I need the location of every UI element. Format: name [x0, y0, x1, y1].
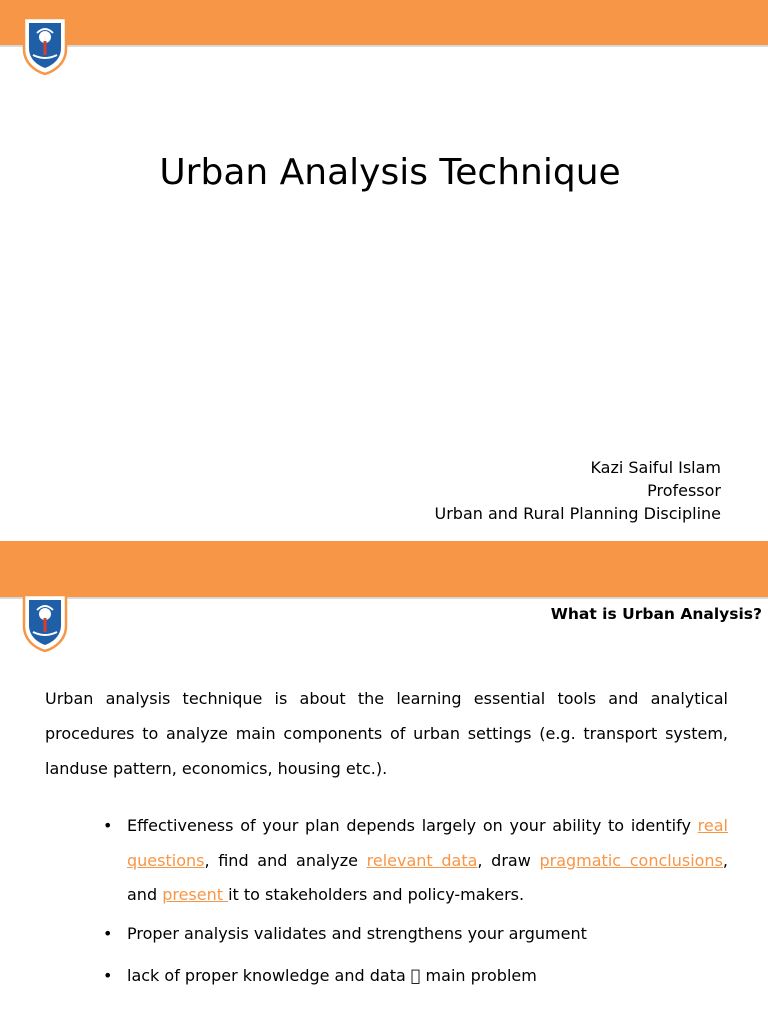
bullet-text: it to stakeholders and policy-makers.	[228, 885, 525, 904]
list-item	[45, 962, 728, 990]
bullet-text: , draw	[477, 850, 540, 870]
bullet-symbol: •	[103, 965, 113, 985]
author-department: Urban and Rural Planning Discipline	[434, 504, 721, 523]
bullet-text: Effectiveness of your plan depends largely on your ability to identify	[127, 816, 698, 835]
slide-heading: What is Urban Analysis?	[550, 605, 762, 623]
header-divider	[0, 597, 768, 599]
list-item	[45, 920, 728, 948]
bullet-symbol: •	[103, 923, 113, 943]
bullet-symbol: •	[103, 816, 113, 835]
highlight-real-questions: real questions	[127, 816, 728, 870]
highlight-relevant-data: relevant data	[366, 850, 478, 870]
list-item	[45, 809, 728, 913]
bullet-text: Proper analysis validates and strengthens your argument	[127, 923, 587, 943]
author-position: Professor	[647, 481, 721, 500]
intro-paragraph: Urban analysis technique is about the learning essential tools and analytical procedures to analyze main components of urban settings (e.g. transport system, landuse pattern, economics, housing etc.).	[45, 689, 728, 778]
bullet-text: lack of proper knowledge and data main problem	[127, 965, 523, 985]
highlight-pragmatic-conclusions: pragmatic conclusions	[539, 850, 723, 870]
university-logo	[21, 592, 69, 652]
content-slide	[0, 541, 768, 1024]
presentation-title: Urban Analysis Technique	[159, 152, 621, 193]
bullet-text: , and	[127, 850, 728, 904]
bullet-text: , find and analyze	[204, 850, 367, 870]
university-logo	[21, 15, 69, 75]
header-divider	[0, 45, 768, 47]
author-block	[435, 456, 722, 525]
highlight-present: present	[162, 885, 229, 904]
bullet-list	[45, 809, 728, 990]
header-band	[0, 541, 768, 597]
header-band	[0, 0, 768, 45]
author-name: Kazi Saiful Islam	[590, 458, 721, 477]
